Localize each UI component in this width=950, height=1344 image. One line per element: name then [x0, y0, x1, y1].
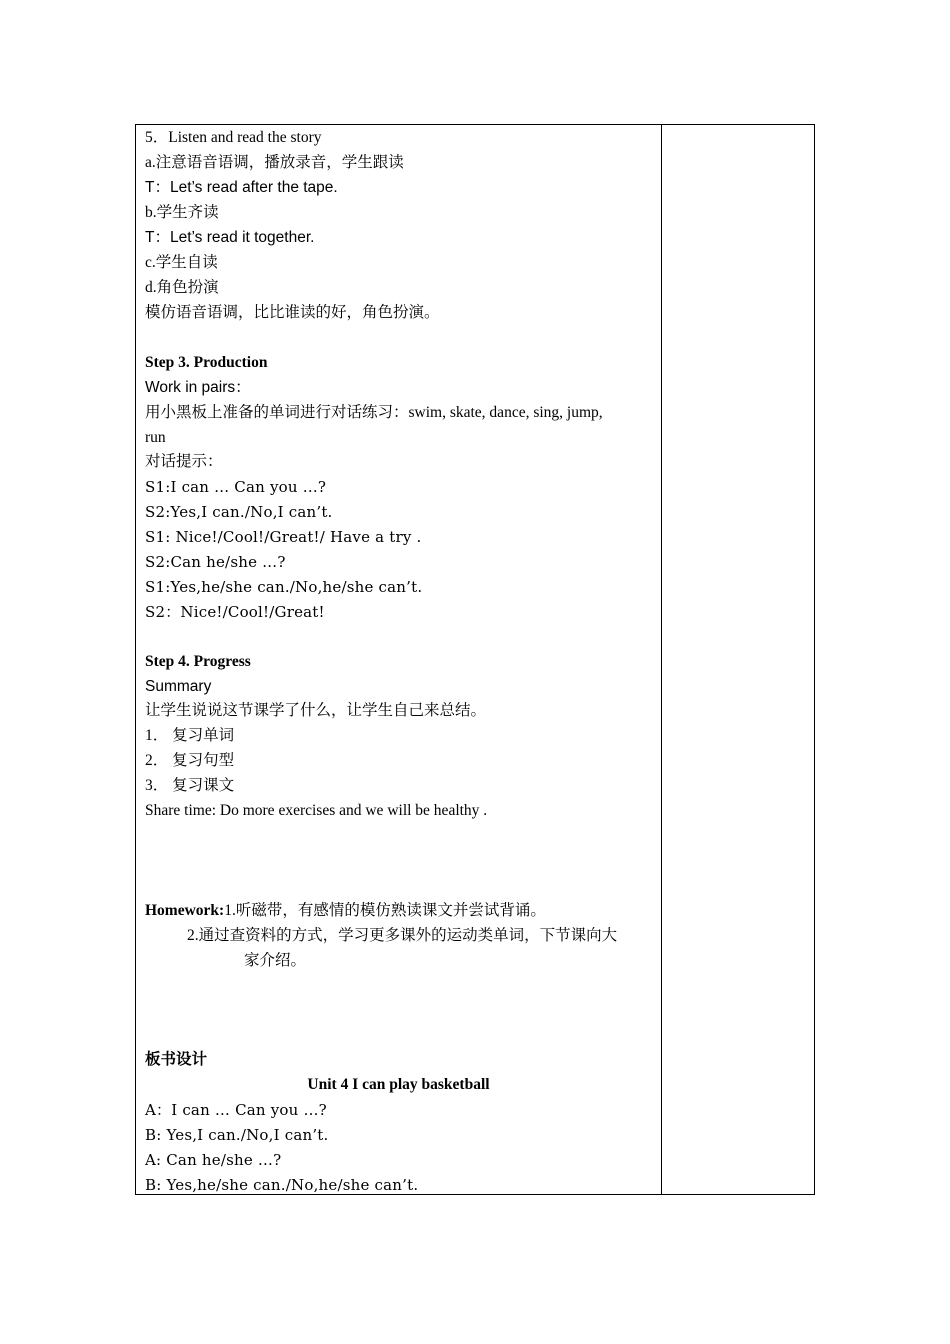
- dialogue-line: S2:Can he/she …?: [145, 553, 286, 571]
- blackboard-line: A: Can he/she …?: [145, 1151, 282, 1169]
- step-5-item-c: c.学生自读: [145, 254, 218, 271]
- homework-label: Homework:: [145, 902, 225, 919]
- dialogue-hint-label: 对话提示：: [145, 453, 223, 470]
- blackboard-design-heading: 板书设计: [145, 1051, 208, 1068]
- step-5-heading: 5．Listen and read the story: [145, 129, 322, 146]
- blackboard-line: B: Yes,I can./No,I can’t.: [145, 1126, 329, 1144]
- teacher-line-1: T：Let’s read after the tape.: [145, 179, 338, 196]
- summary-label: Summary: [145, 678, 212, 695]
- step-5-note: 模仿语音语调，比比谁读的好，角色扮演。: [145, 304, 440, 321]
- dialogue-line: S1:I can … Can you …?: [145, 478, 327, 496]
- summary-instruction: 让学生说说这节课学了什么，让学生自己来总结。: [145, 702, 487, 719]
- step-5-item-d: d.角色扮演: [145, 279, 219, 296]
- summary-item: 2． 复习句型: [145, 752, 235, 769]
- teacher-line-2: T：Let’s read it together.: [145, 229, 315, 246]
- lesson-plan-table: [135, 124, 815, 1195]
- blackboard-line: B: Yes,he/she can./No,he/she can’t.: [145, 1176, 419, 1194]
- step-5-item-a: a.注意语音语调，播放录音，学生跟读: [145, 154, 404, 171]
- dialogue-line: S2:Yes,I can./No,I can’t.: [145, 503, 333, 521]
- step-3-heading: Step 3. Production: [145, 354, 268, 371]
- blackboard-line: A：I can … Can you …?: [145, 1101, 327, 1119]
- homework-item-2-cont: 家介绍。: [244, 952, 307, 969]
- pair-practice-instruction: 用小黑板上准备的单词进行对话练习：swim, skate, dance, sing, jump,: [145, 404, 603, 421]
- column-divider: [661, 125, 662, 1194]
- homework-line-1: [145, 901, 546, 921]
- work-in-pairs: Work in pairs：: [145, 379, 251, 396]
- homework-item-2: 2.通过查资料的方式，学习更多课外的运动类单词，下节课向大: [187, 927, 618, 944]
- summary-item: 3． 复习课文: [145, 777, 235, 794]
- dialogue-line: S1: Nice!/Cool!/Great!/ Have a try .: [145, 528, 422, 546]
- homework-item-1: 1.听磁带，有感情的模仿熟读课文并尝试背诵。: [224, 902, 546, 919]
- step-4-heading: Step 4. Progress: [145, 653, 251, 670]
- pair-practice-instruction-cont: run: [145, 429, 166, 446]
- dialogue-line: S1:Yes,he/she can./No,he/she can’t.: [145, 578, 423, 596]
- step-5-item-b: b.学生齐读: [145, 204, 219, 221]
- blackboard-title: Unit 4 I can play basketball: [307, 1076, 490, 1093]
- summary-item: 1． 复习单词: [145, 727, 235, 744]
- share-time: Share time: Do more exercises and we will be healthy .: [145, 802, 488, 819]
- dialogue-line: S2：Nice!/Cool!/Great!: [145, 603, 325, 621]
